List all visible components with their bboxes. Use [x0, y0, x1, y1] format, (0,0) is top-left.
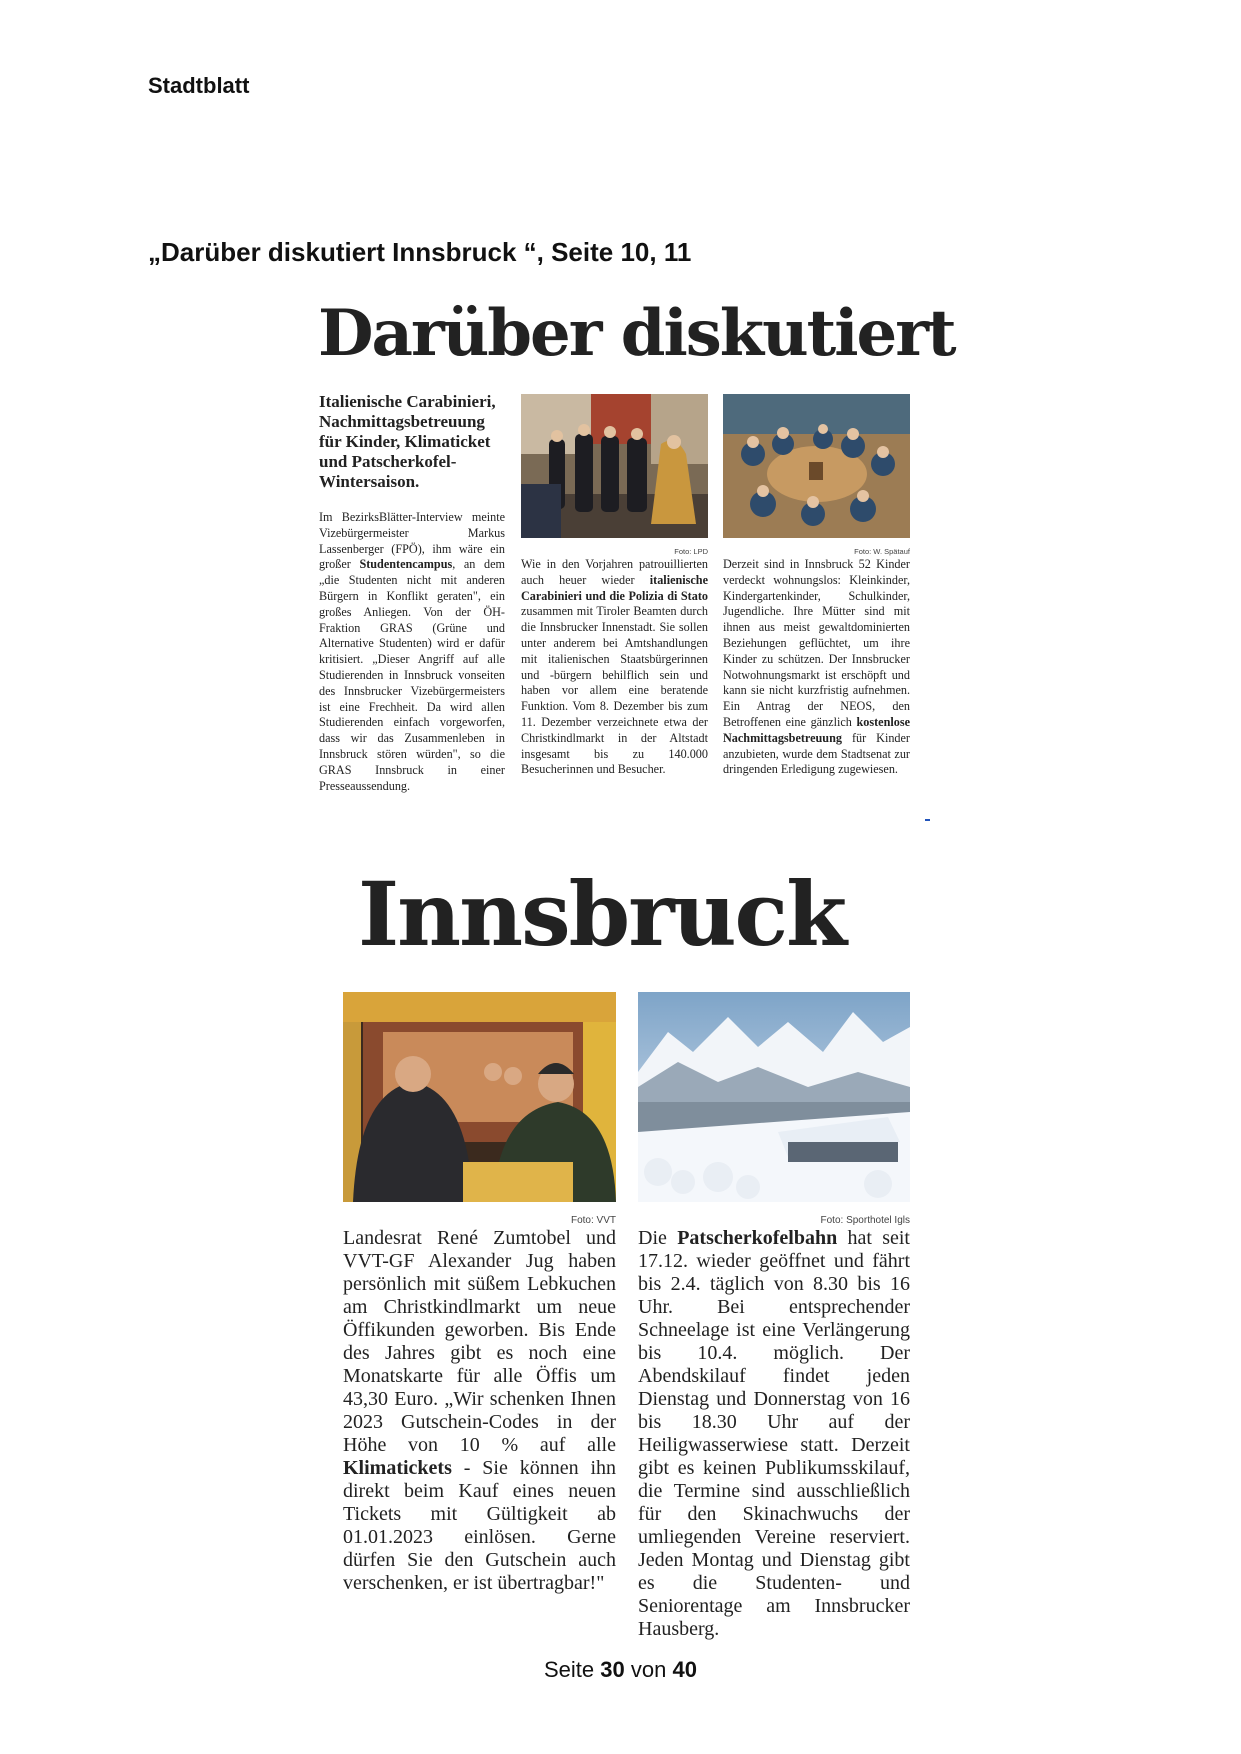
column-2-text: Wie in den Vorjahren patrouillierten auch heuer wieder italienische Carabinieri und die Polizia di Stato zusammen mit Tiroler Beamten durch die Innsbrucker Innenstadt. Sie sollen unter anderem bei Amtshandlungen mit italienischen Staatsbürgerinnen und -bürgern behilflich sein und haben vor allem eine beratende Funktion. Vom 8. Dezember bis zum 11. Dezember verzeichnete etwa der Christkindlmarkt in der Altstadt insgesamt bis zu 140.000 Besucherinnen und Besucher.: [521, 557, 708, 777]
photo-credit-sporthotel: Foto: Sporthotel Igls: [820, 1215, 910, 1226]
patscherkofel-text: Die Patscherkofelbahn hat seit 17.12. wieder geöffnet und fährt bis 2.4. täglich von 8.30 bis 16 Uhr. Bei entsprechender Schneelage ist eine Verlängerung bis 10.4. möglich. Der Abendskilauf findet jeden Dienstag und Donnerstag von 16 bis 18.30 Uhr auf der Heiligwasserwiese statt. Derzeit gibt es keinen Publikumsskilauf, die Termine sind ausschließlich für den Skinachwuchs der umliegenden Vereine reserviert. Jeden Montag und Dienstag gibt es die Studenten- und Seniorentage am Innsbrucker Hausberg.: [638, 1227, 910, 1640]
column-1-text: Im BezirksBlätter-Interview meinte Vizebürgermeister Markus Lassenberger (FPÖ), ihm wäre ein großer Studentencampus, an dem „die Studenten nicht mit anderen Bürgern in Konflikt geraten", ein großes Anliegen. Von der ÖH-Fraktion GRAS (Grüne und Alternative Studenten) wird er dafür kritisiert. „Dieser Angriff auf alle Studierenden in Innsbruck vonseiten des Innsbrucker Vizebürgermeisters ist eine Frechheit. Da wird allen Studierenden einfach vorgeworfen, dass wir das Zusammenleben in Innsbruck stören würden", so die GRAS Innsbruck in einer Presseaussendung.: [319, 510, 505, 793]
photo-credit-vvt: Foto: VVT: [570, 1215, 616, 1226]
column-3-text: Derzeit sind in Innsbruck 52 Kinder verdeckt wohnungslos: Kleinkinder, Kindergartenkinder, Schulkinder, Jugendliche. Ihre Mütter sind mit ihnen aus meist gewaltdominierten Beziehungen geflüchtet, um ihre Kinder zu schützen. Der Innsbrucker Notwohnungsmarkt ist erschöpft und kann sie nicht kurzfristig aufnehmen. Ein Antrag der NEOS, den Betroffenen eine gänzlich kostenlose Nachmittagsbetreuung für Kinder anzubieten, wurde dem Stadtsenat zur dringenden Erledigung zugewiesen.: [723, 557, 910, 777]
divider-mark: [925, 819, 930, 821]
photo-credit-children: Foto: W. Spätauf: [854, 547, 910, 556]
patscherkofel-photo: [638, 992, 910, 1202]
page-number: Seite 30 von 40: [544, 1657, 697, 1682]
carabinieri-photo: [521, 394, 708, 538]
christmas-market-photo: [343, 992, 616, 1202]
children-group-photo: [723, 394, 910, 538]
klimaticket-text: Landesrat René Zumtobel und VVT-GF Alexander Jug haben persönlich mit süßem Lebkuchen am Christkindlmarkt um neue Öffikunden geworben. Bis Ende des Jahres gibt es noch eine Monatskarte für alle Öffis um 43,30 Euro. „Wir schenken Ihnen 2023 Gutschein-Codes in der Höhe von 10 % auf alle Klimatickets - Sie können ihn direkt beim Kauf eines neuen Tickets mit Gültigkeit ab 01.01.2023 einlösen. Gerne dürfen Sie den Gutschein auch verschenken, er ist übertragbar!": [343, 1227, 616, 1594]
headline-part-2: Innsbruck: [358, 862, 846, 966]
source-label: Stadtblatt: [148, 73, 250, 98]
headline-part-1: Darüber diskutiert: [318, 296, 955, 371]
article-reference: „Darüber diskutiert Innsbruck “, Seite 10, 11: [148, 237, 692, 267]
photo-credit-carabinieri: Foto: LPD: [674, 547, 708, 556]
lead-text: Italienische Carabinieri, Nachmittagsbetreuung für Kinder, Klimaticket und Patscherkofel-Wintersaison.: [319, 392, 496, 491]
